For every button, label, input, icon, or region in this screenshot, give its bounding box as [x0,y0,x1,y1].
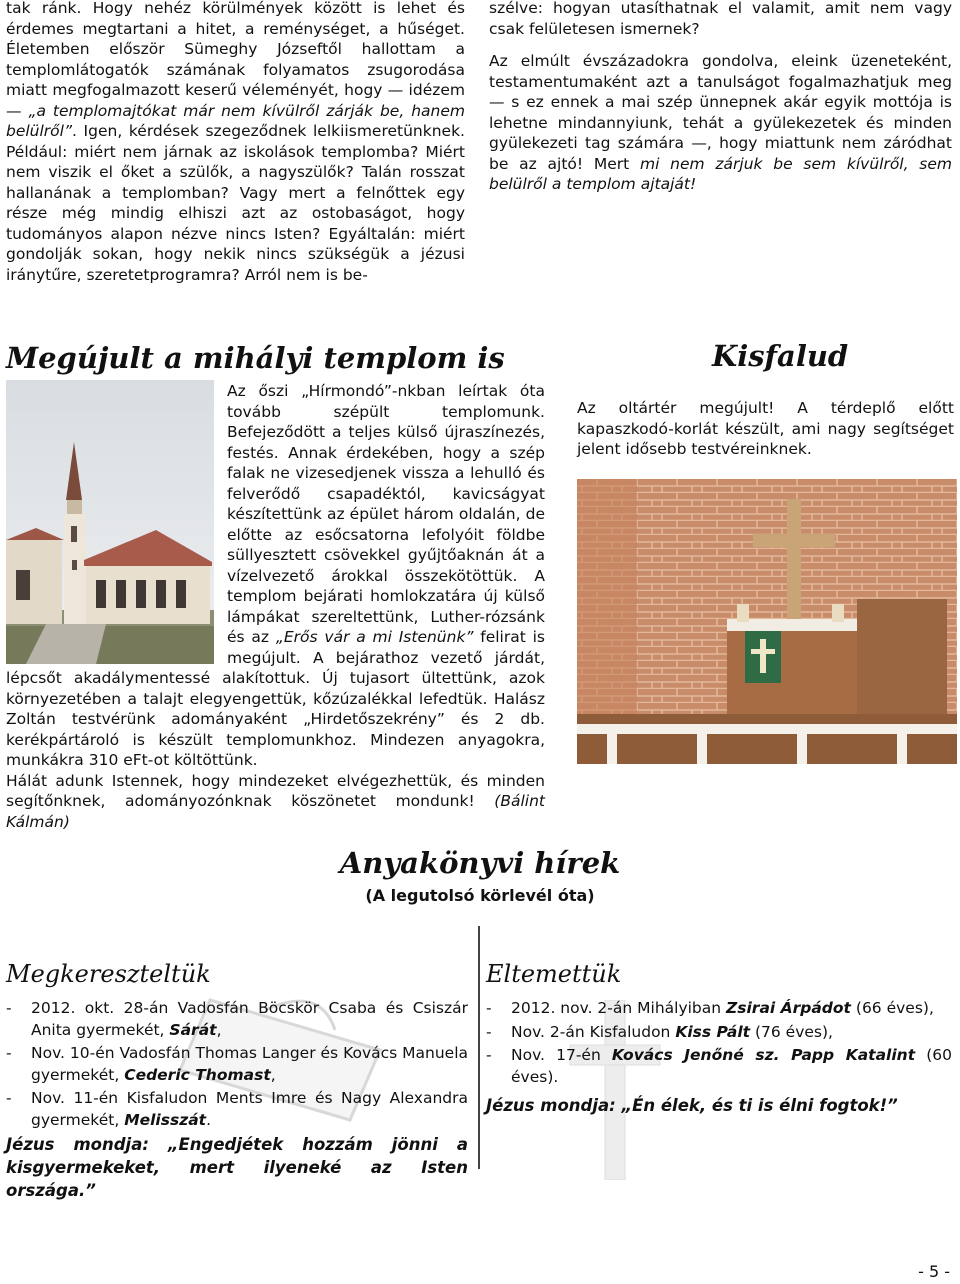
baptized-list-wrap [6,998,468,1202]
buried-quote: Jézus mondja: „Én élek, és ti is élni fogtok!” [486,1096,898,1115]
top-right-para2-italic: mi nem zárjuk be sem kívülről, sem belülről a templom ajtaját! [489,154,953,193]
baptized-heading: Megkereszteltük [6,960,211,988]
buried-item-name: Kovács Jenőné sz. Papp Katalint [611,1046,916,1064]
baptized-item-end: , [270,1065,276,1084]
buried-item [486,1045,952,1088]
registry-heading: Anyakönyvi hírek [339,846,621,880]
registry-subtitle: (A legutolsó körlevél óta) [365,886,595,905]
mihalyi-heading: Megújult a mihályi templom is [6,341,505,375]
mihalyi-text-1: Az őszi „Hírmondó”-nkban leírtak óta tovább szépült templomunk. Befejeződött a teljes külső újraszínezés, festés. Annak érdekében, hogy a szép falak ne vizesedjenek vissza a lehulló és felverődő csapadéktól, kavicságyat készítettünk az épület három oldalán, de előtte az esőcsatorna lefolyóit földbe süllyesztett csövekkel gyűjtőaknán át a vízelvezető árokkal összekötöttük. A templom bejárati homlokzatára új külső lámpákat szereltettünk, Luther-rózsánk és az [227,382,545,646]
top-left-text-part1: tak ránk. Hogy nehéz körülmények között is lehet és érdemes megtartani a hitet, a reménységet, a hűséget. Életemben először Sümeghy Józseftől hallottam a templomlátogatók számának folyamatos zsugorodása miatt megfogalmazott keserű véleményét, hogy — idézem — [6,0,465,120]
page-number: - 5 - [918,1262,950,1281]
list-dash: - [486,1046,492,1064]
buried-item-end: (76 éves), [750,1022,833,1041]
baptized-item-text: 2012. okt. 28-án Vadosfán Böcskör Csaba és Csiszár Anita gyermekét, [31,999,468,1039]
top-left-quote: „a templomajtókat már nem kívülről zárják be, hanem belülről” [6,101,465,140]
mihalyi-photo-float-spacer [6,381,227,666]
buried-item [486,998,952,1020]
baptized-item [6,1088,468,1131]
list-dash: - [6,999,12,1017]
baptized-item-name: Cederic Thomast [124,1065,271,1084]
top-right-para1: szélve: hogyan utasíthatnak el valamit, amit nem vagy csak felületesen ismernek? [489,0,952,38]
baptized-quote: Jézus mondja: „Engedjétek hozzám jönni a kisgyermekeket, mert ilyeneké az Isten országa.” [6,1135,468,1200]
mihalyi-hymn-title: „Erős vár a mi Istenünk” [275,628,474,646]
buried-item-text: 2012. nov. 2-án Mihályiban [511,999,727,1017]
buried-heading: Eltemettük [486,960,622,988]
top-left-text [6,0,465,295]
baptized-item-name: Sárát [169,1020,217,1039]
column-divider [478,926,480,1169]
buried-item-text: Nov. 2-án Kisfaludon [511,1022,676,1041]
list-dash: - [6,1044,12,1062]
top-right-para2 [489,51,952,195]
baptized-item-end: . [206,1110,212,1129]
list-dash: - [6,1089,12,1107]
buried-list-wrap [486,998,952,1117]
kisfalud-heading: Kisfalud [712,339,849,373]
altar-illustration [577,479,957,764]
mihalyi-text-3: Hálát adunk Istennek, hogy mindezeket elvégezhettük, és minden segítőnknek, adományozónknak köszönetet mondunk! [6,771,545,810]
top-right-text [489,0,952,205]
buried-item-name: Zsirai Árpádot [726,999,851,1017]
baptized-item [6,998,468,1041]
baptized-item [6,1043,468,1086]
baptized-item-name: Melisszát [124,1110,207,1129]
top-right-para2-text: Az elmúlt évszázadokra gondolva, eleink üzeneteként, testamentumaként azt a tanulságot fogalmazhatjuk meg — s ez ennek a mai szép ünnepnek akár egyik mottója is lehetne mindannyiunk, tehát a gyülekezetek és minden gyülekezeti tag számára —, hogy miattunk nem záródhat be az ajtó! Mert [489,52,952,173]
buried-item-text: Nov. 17-én [511,1046,612,1064]
top-left-text-part2: . Igen, kérdések szegeződnek lelkiismeretünknek. Például: miért nem járnak az iskolások templomba? Miért nem viszik el őket a szülők, a nagyszülők? Talán rosszat hallanának a templomban? Vagy mert a felnőttek egy része még mindig elhiszi azt az ostobaságot, hogy tudományos alapon nézve nincs Isten? Egyáltalán: miért gondolják sokan, hogy nekik nincs szükségük a jézusi iránytűre, szeretetprogramra? Arról nem is be- [6,122,465,284]
buried-item-end: (60 éves). [511,1046,952,1086]
baptized-list [6,998,468,1131]
mihalyi-author: (Bálint Kálmán) [6,792,545,831]
altar-photo [577,479,957,764]
buried-item [486,1022,952,1044]
buried-item-name: Kiss Pált [675,1022,751,1041]
kisfalud-text: Az oltártér megújult! A térdeplő előtt kapaszkodó-korlát készült, ami nagy segítséget jelent idősebb testvéreinknek. [577,399,954,458]
baptized-item-end: , [216,1020,222,1039]
mihalyi-article [6,381,545,832]
list-dash: - [486,1022,492,1041]
mihalyi-text-2: felirat is megújult. A bejárathoz vezető járdát, lépcsőt akadálymentessé alakítottuk. Új tujasort ültettünk, azok környezetében a talajt elegyengettük, kőzúzalékkal lefedtük. Halász Zoltán testvérünk adományaként „Hirdetőszekrény” és 2 db. kerékpártároló is készült templomunkhoz. Mindezen anyagokra, munkákra 310 eFt-ot költöttünk. [6,628,545,769]
buried-list [486,998,952,1088]
list-dash: - [486,999,492,1017]
buried-item-end: (66 éves), [850,999,934,1017]
baptized-item-text: Nov. 10-én Vadosfán Thomas Langer és Kovács Manuela gyermekét, [31,1044,468,1084]
baptized-item-text: Nov. 11-én Kisfaludon Ments Imre és Nagy Alexandra gyermekét, [31,1089,468,1129]
